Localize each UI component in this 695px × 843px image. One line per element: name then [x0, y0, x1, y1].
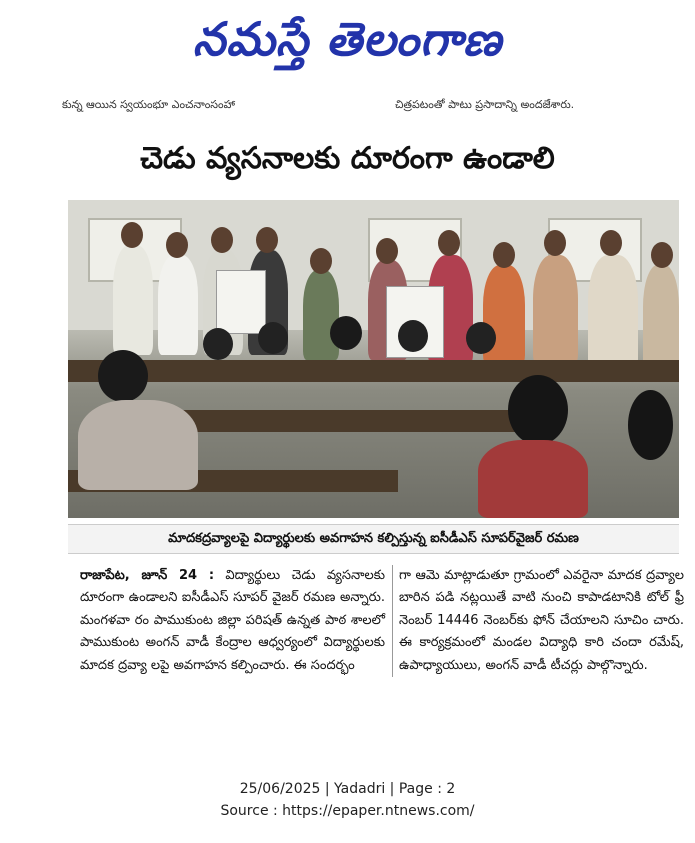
article-dateline: రాజాపేట, జూన్ 24 :	[80, 568, 215, 583]
previous-story-line-left: కున్న ఆయిన స్వయంభూ ఎంచనాంసంహా	[62, 98, 235, 111]
article-column-right	[392, 565, 684, 677]
previous-story-line-right: చిత్రపటంతో పాటు ప్రసాదాన్ని అందజేశారు.	[395, 98, 575, 111]
photo-caption: మాదకద్రవ్యాలపై విద్యార్థులకు అవగాహన కల్పిస్తున్న ఐసీడీఎస్ సూపర్‌వైజర్ రమణ	[68, 524, 679, 554]
article-body-right: గా ఆమె మాట్లాడుతూ గ్రామంలో ఎవరైనా మాదక ద్రవ్యాల బారిన పడి నట్లయితే వాటి నుంచి కాపాడటానికి టోల్ ఫ్రీ నెంబర్ 14446 నెంబర్‌కు ఫోన్ చేయాలని సూచిం చారు. ఈ కార్యక్రమంలో మండల విద్యాధి కారి చందా రమేష్, ఉపాధ్యాయులు, అంగన్ వాడీ టీచర్లు పాల్గొన్నారు.	[399, 568, 684, 673]
article-headline: చెడు వ్యసనాలకు దూరంగా ఉండాలి	[140, 141, 555, 176]
edition-info: 25/06/2025 | Yadadri | Page : 2	[239, 781, 456, 797]
masthead-logo: నమస్తే తెలంగాణ	[192, 12, 503, 66]
source-link[interactable]: Source : https://epaper.ntnews.com/	[220, 803, 475, 819]
article-column-left	[80, 565, 385, 677]
article-photo	[68, 200, 679, 518]
article-body-left: విద్యార్థులు చెడు వ్యసనాలకు దూరంగా ఉండాలని ఐసీడీఎస్ సూపర్ వైజర్ రమణ అన్నారు. మంగళవా రం పాముకుంట జిల్లా పరిషత్ ఉన్నత పాఠ శాలలో పాముకుంట అంగన్ వాడీ కేంద్రాల ఆధ్వర్యంలో విద్యార్థులకు మాదక ద్రవ్యా లపై అవగాహన కల్పించారు. ఈ సందర్భం	[80, 568, 386, 673]
